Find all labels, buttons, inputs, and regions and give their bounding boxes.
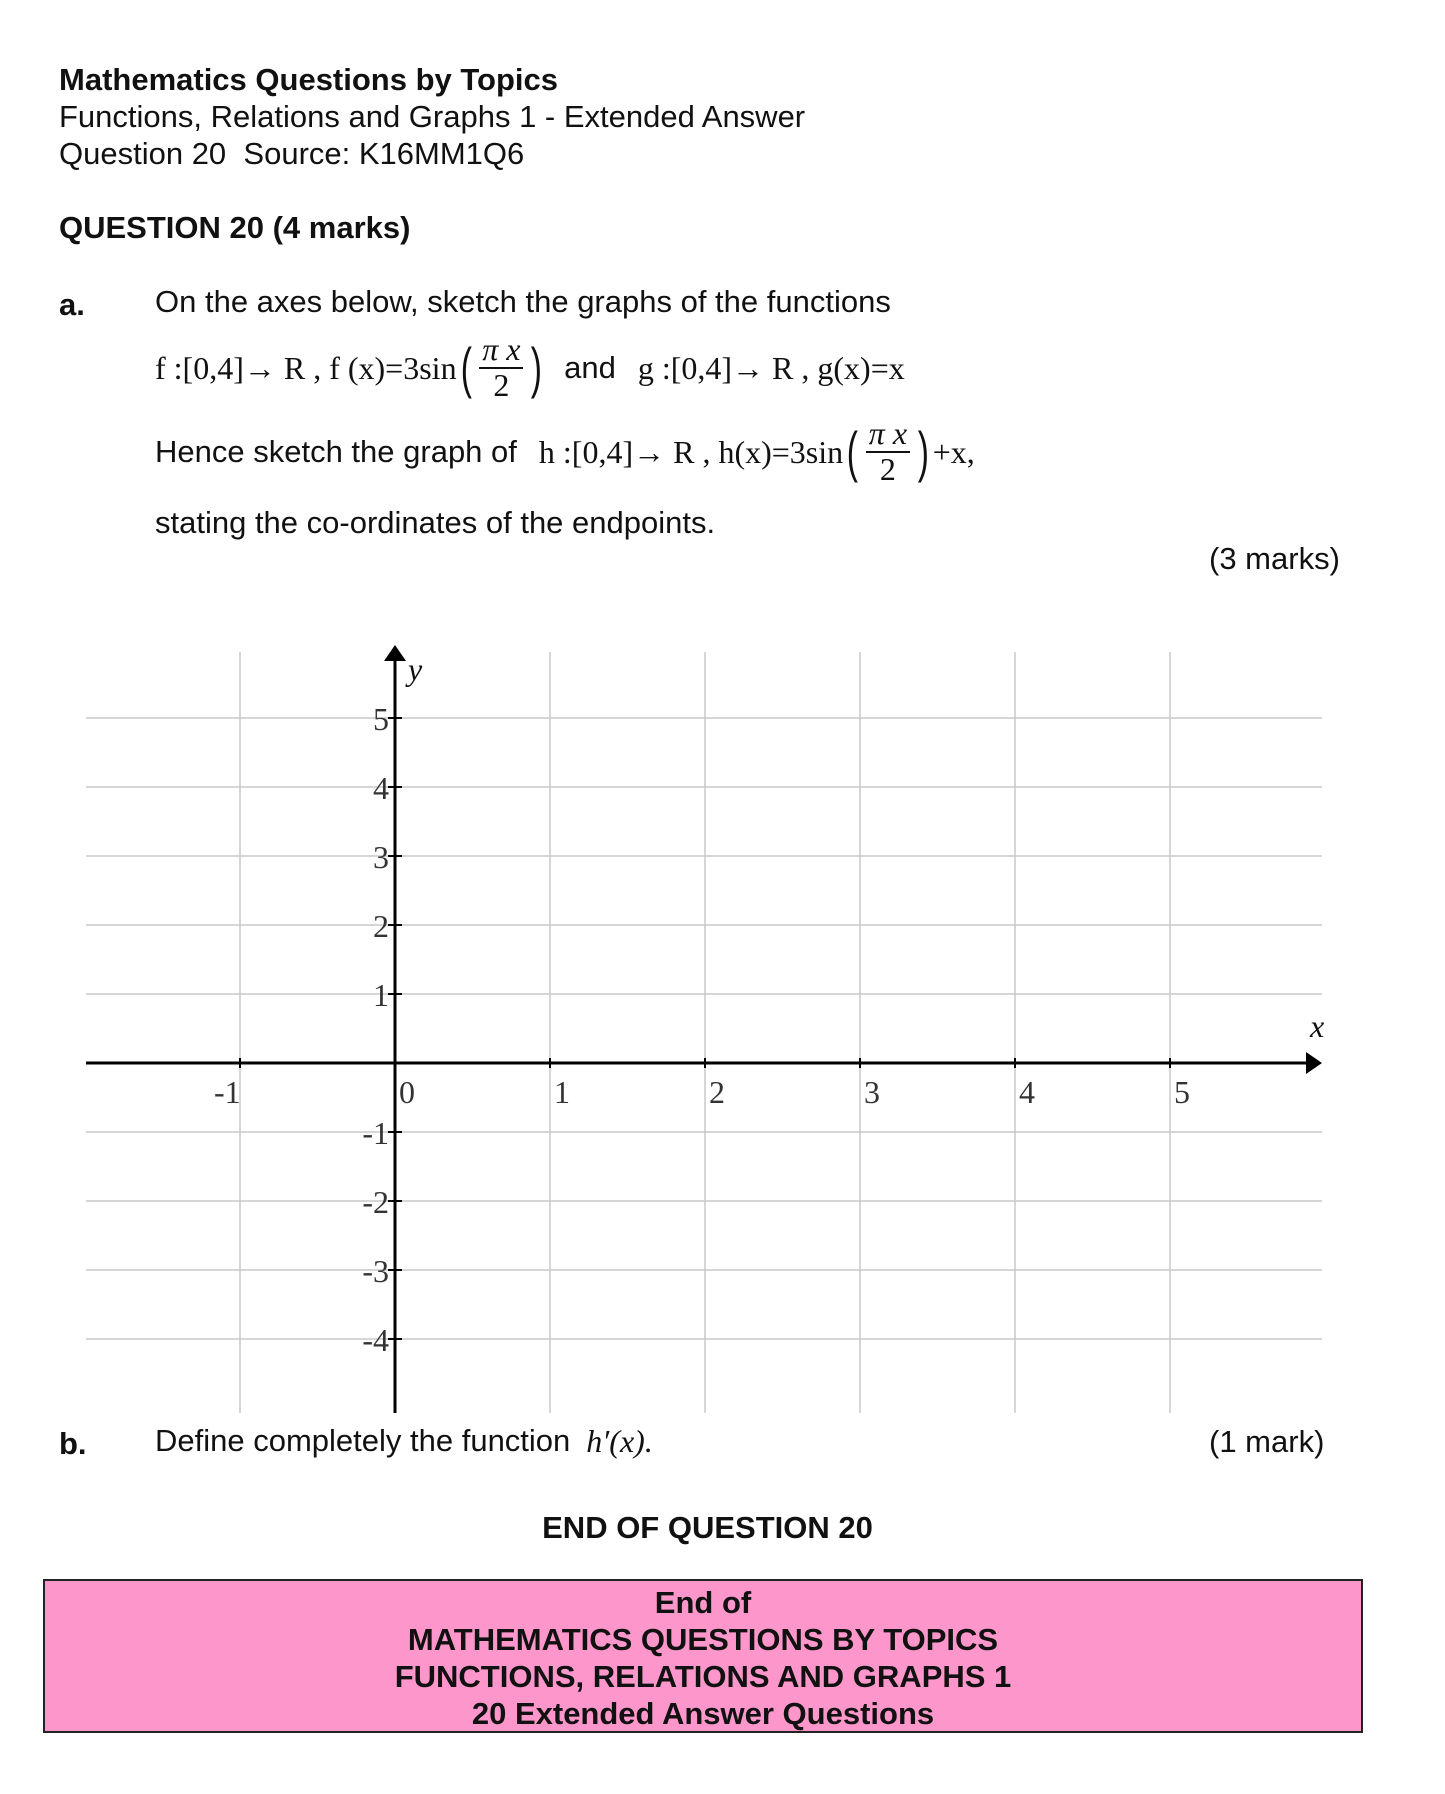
question-source-line bbox=[59, 136, 524, 172]
h-definition-line bbox=[155, 412, 975, 492]
fraction-numerator: π x bbox=[866, 417, 910, 453]
h-prime-function: h′(x). bbox=[586, 1422, 653, 1459]
end-question-count: 20 Extended Answer Questions bbox=[471, 1696, 935, 1731]
x-tick-label: 4 bbox=[1019, 1074, 1035, 1110]
question-ref: Question 20 bbox=[59, 136, 227, 171]
fraction-pi-x-over-2 bbox=[479, 333, 523, 402]
x-tick-label: 1 bbox=[554, 1074, 570, 1110]
left-paren-icon: ( bbox=[460, 336, 472, 399]
g-definition: g :[0,4]→ R , g(x)=x bbox=[637, 349, 905, 386]
end-topic-title: MATHEMATICS QUESTIONS BY TOPICS bbox=[407, 1622, 999, 1657]
right-paren-icon: ) bbox=[917, 420, 929, 483]
part-a-label: a. bbox=[59, 287, 85, 322]
part-b-label: b. bbox=[59, 1426, 87, 1461]
h-tail: +x, bbox=[932, 433, 975, 470]
h-definition: h :[0,4]→ R , h(x)=3sin bbox=[538, 433, 844, 470]
axes bbox=[86, 645, 1325, 1413]
part-b-marks: (1 mark) bbox=[1209, 1424, 1325, 1459]
hence-text: Hence sketch the graph of bbox=[155, 434, 517, 469]
x-axis-label: x bbox=[1310, 1008, 1325, 1044]
y-tick-label: -2 bbox=[362, 1184, 389, 1220]
y-axis-arrow-icon bbox=[384, 645, 406, 661]
function-definitions bbox=[155, 328, 905, 408]
document-title: Mathematics Questions by Topics bbox=[59, 62, 558, 97]
part-b-instruction: Define completely the function bbox=[155, 1423, 571, 1458]
part-b-text bbox=[155, 1418, 653, 1464]
end-of-line: End of bbox=[654, 1585, 752, 1620]
grid-lines bbox=[86, 652, 1325, 1413]
y-tick-label: 5 bbox=[373, 701, 389, 737]
left-paren-icon: ( bbox=[846, 420, 859, 483]
fraction-denominator: 2 bbox=[879, 451, 896, 487]
x-tick-label: -1 bbox=[214, 1074, 241, 1110]
stating-text: stating the co-ordinates of the endpoints. bbox=[155, 505, 716, 540]
tick-labels bbox=[214, 651, 1324, 1358]
right-paren-icon: ) bbox=[531, 336, 543, 399]
document-subtitle: Functions, Relations and Graphs 1 - Extended Answer bbox=[59, 99, 806, 134]
end-of-topic-box bbox=[43, 1579, 1363, 1733]
x-tick-label: 0 bbox=[399, 1074, 415, 1110]
y-tick-label: -1 bbox=[362, 1115, 389, 1151]
y-tick-label: -3 bbox=[362, 1253, 389, 1289]
y-tick-label: 4 bbox=[373, 770, 389, 806]
question-heading: QUESTION 20 (4 marks) bbox=[59, 210, 411, 245]
end-of-question: END OF QUESTION 20 bbox=[542, 1510, 873, 1545]
part-a-marks: (3 marks) bbox=[1209, 541, 1340, 576]
fraction-numerator: π x bbox=[479, 333, 523, 369]
y-axis-label: y bbox=[408, 651, 423, 687]
blank-axes-grid bbox=[0, 640, 1445, 1420]
y-tick-label: 3 bbox=[373, 839, 389, 875]
x-axis-arrow-icon bbox=[1306, 1052, 1322, 1074]
y-tick-label: 2 bbox=[373, 908, 389, 944]
fraction-denominator: 2 bbox=[493, 367, 510, 403]
f-definition: f :[0,4]→ R , f (x)=3sin bbox=[155, 349, 457, 386]
source-ref: Source: K16MM1Q6 bbox=[243, 136, 525, 171]
end-topic-subtitle: FUNCTIONS, RELATIONS AND GRAPHS 1 bbox=[394, 1659, 1012, 1694]
x-tick-label: 3 bbox=[864, 1074, 880, 1110]
x-tick-label: 2 bbox=[709, 1074, 725, 1110]
fraction-pi-x-over-2 bbox=[866, 417, 910, 486]
part-a-intro: On the axes below, sketch the graphs of the functions bbox=[155, 284, 891, 319]
y-tick-label: -4 bbox=[362, 1322, 389, 1358]
x-tick-label: 5 bbox=[1174, 1074, 1190, 1110]
and-word: and bbox=[564, 350, 616, 385]
y-tick-label: 1 bbox=[373, 977, 389, 1013]
